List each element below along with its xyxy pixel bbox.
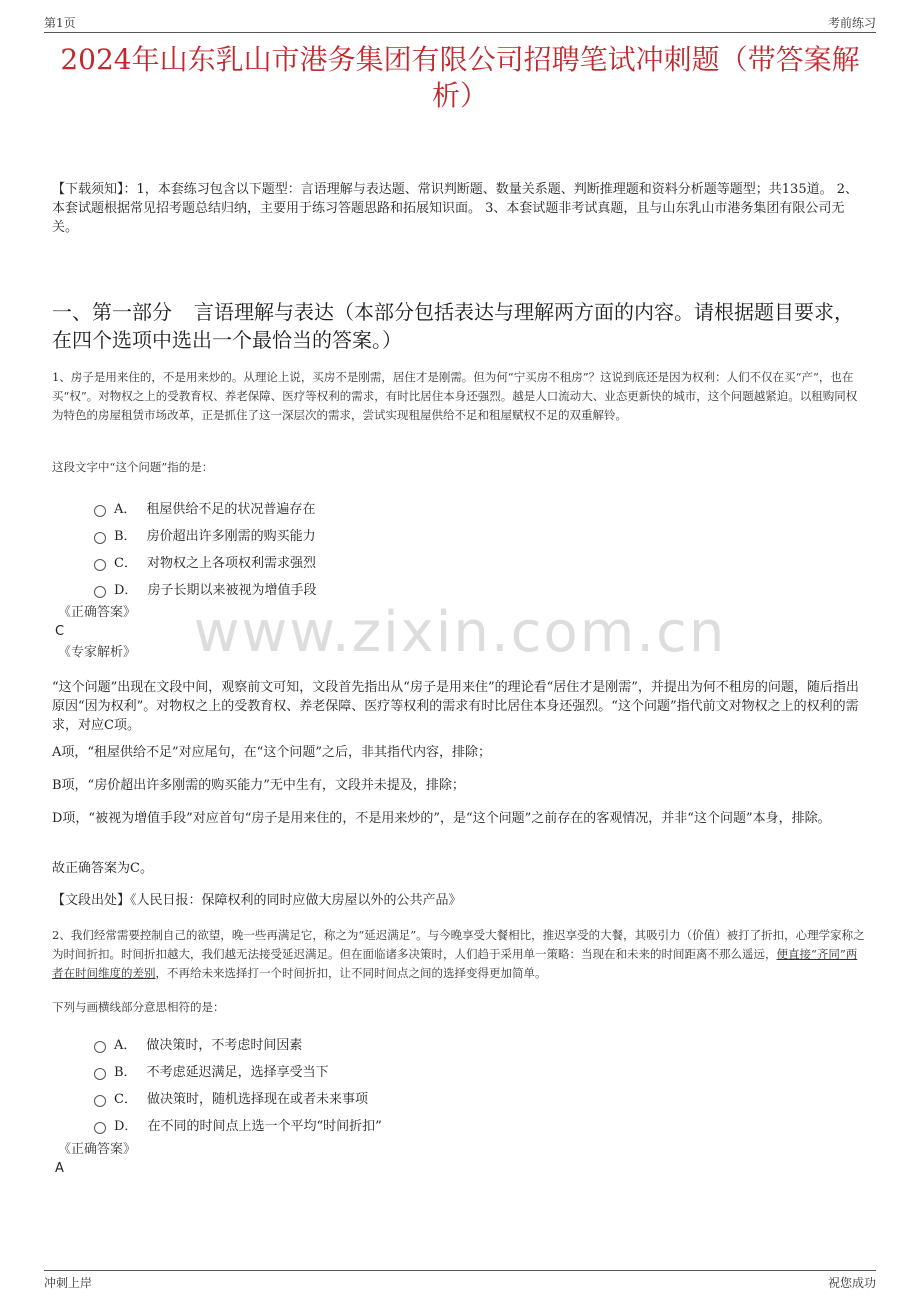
question-2-options	[94, 1030, 720, 1138]
answer-value: C	[55, 624, 65, 639]
question-1-prompt: 这段文字中“这个问题”指的是：	[52, 460, 214, 474]
answer-label: 《正确答案》	[58, 605, 137, 620]
option-c[interactable]: C． 对物权之上各项权利需求强烈	[94, 548, 720, 575]
option-a[interactable]: A． 做决策时，不考虑时间因素	[94, 1030, 720, 1057]
option-d[interactable]: D． 房子长期以来被视为增值手段	[94, 575, 720, 602]
radio-icon[interactable]	[94, 1122, 106, 1134]
option-b[interactable]: B． 房价超出许多刚需的购买能力	[94, 521, 720, 548]
footer-right: 祝您成功	[827, 1276, 876, 1290]
question-1-text: 1、房子是用来住的，不是用来炒的。从理论上说，买房不是刚需，居住才是刚需。但为何“宁买房不租房”？这说到底还是因为权利：人们不仅在买“产”，也在买“权”。对物权之上的受教育权、养老保障、医疗等权利的需求，有时比居住本身还强烈。越是人口流动大、业态更新快的城市，这个问题越紧迫。以租购同权为特色的房屋租赁市场改革，正是抓住了这一深层次的需求，尝试实现租屋供给不足和租屋赋权不足的双重解铃。	[52, 370, 858, 422]
section-number: 一、第一部分	[52, 300, 172, 324]
page-footer	[44, 1270, 876, 1291]
watermark: www.zixin.com.cn	[193, 600, 727, 665]
source-line: 【文段出处】《人民日报：保障权利的同时应做大房屋以外的公共产品》	[52, 893, 462, 908]
page-number: 第1页	[44, 16, 76, 30]
document-title: 2024年山东乳山市港务集团有限公司招聘笔试冲刺题（带答案解析）	[60, 43, 860, 112]
radio-icon[interactable]	[94, 505, 106, 517]
footer-left: 冲刺上岸	[44, 1276, 93, 1290]
page-header	[44, 12, 876, 33]
analysis-paragraph: B项，“房价超出许多刚需的购买能力”无中生有，文段并未提及，排除；	[52, 778, 465, 793]
analysis-paragraph: A项，“租屋供给不足”对应尾句，在“这个问题”之后，非其指代内容，排除；	[52, 745, 491, 760]
question-2-prompt: 下列与画横线部分意思相符的是：	[52, 1000, 225, 1014]
section-title: 言语理解与表达（本部分包括表达与理解两方面的内容。请根据题目要求，在四个选项中选出一个最恰当的答案。）	[52, 300, 854, 352]
answer-label: 《正确答案》	[58, 1142, 137, 1157]
download-notice: 【下载须知】：1，本套练习包含以下题型：言语理解与表达题、常识判断题、数量关系题、判断推理题和资料分析题等题型；共135道。 2、本套试题根据常见招考题总结归纳，主要用于练习答题思路和拓展知识面。 3、本套试题非考试真题，且与山东乳山市港务集团有限公司无关。	[52, 182, 858, 235]
option-c[interactable]: C． 做决策时，随机选择现在或者未来事项	[94, 1084, 720, 1111]
radio-icon[interactable]	[94, 1041, 106, 1053]
option-d[interactable]: D． 在不同的时间点上选一个平均“时间折扣”	[94, 1111, 720, 1138]
question-2-text: 2、我们经常需要控制自己的欲望，晚一些再满足它，称之为“延迟满足”。与今晚享受大餐相比，推迟享受的大餐，其吸引力（价值）被打了折扣，心理学家称之为时间折扣。时间折扣越大，我们越无法接受延迟满足。但在面临诸多决策时，人们趋于采用单一策略：当现在和未来的时间距离不那么遥远，便直接“齐同”两者在时间维度的差别，不再给未来选择打一个时间折扣，让不同时间点之间的选择变得更加简单。	[52, 928, 865, 980]
analysis-paragraph: “这个问题”出现在文段中间，观察前文可知，文段首先指出从“房子是用来住”的理论看“居住才是刚需”，并提出为何不租房的问题，随后指出原因“因为权利”。对物权之上的受教育权、养老保障、医疗等权利的需求有时比居住本身还强烈。“这个问题”指代前文对物权之上的权利的需求，对应C项。	[52, 680, 859, 733]
radio-icon[interactable]	[94, 559, 106, 571]
radio-icon[interactable]	[94, 532, 106, 544]
analysis-paragraph: D项，“被视为增值手段”对应首句“房子是用来住的，不是用来炒的”，是“这个问题”之前存在的客观情况，并非“这个问题”本身，排除。	[52, 811, 831, 826]
radio-icon[interactable]	[94, 1095, 106, 1107]
question-1-options	[94, 494, 720, 602]
option-b[interactable]: B． 不考虑延迟满足，选择享受当下	[94, 1057, 720, 1084]
answer-value: A	[55, 1161, 64, 1176]
header-label: 考前练习	[827, 16, 876, 30]
analysis-paragraph: 故正确答案为C。	[52, 861, 153, 876]
underlined-phrase: 便直接“齐同”两者在时间维度的差别	[52, 947, 858, 980]
analysis-label: 《专家解析》	[58, 645, 137, 660]
option-a[interactable]: A． 租屋供给不足的状况普遍存在	[94, 494, 720, 521]
radio-icon[interactable]	[94, 586, 106, 598]
radio-icon[interactable]	[94, 1068, 106, 1080]
section-heading	[52, 298, 868, 354]
